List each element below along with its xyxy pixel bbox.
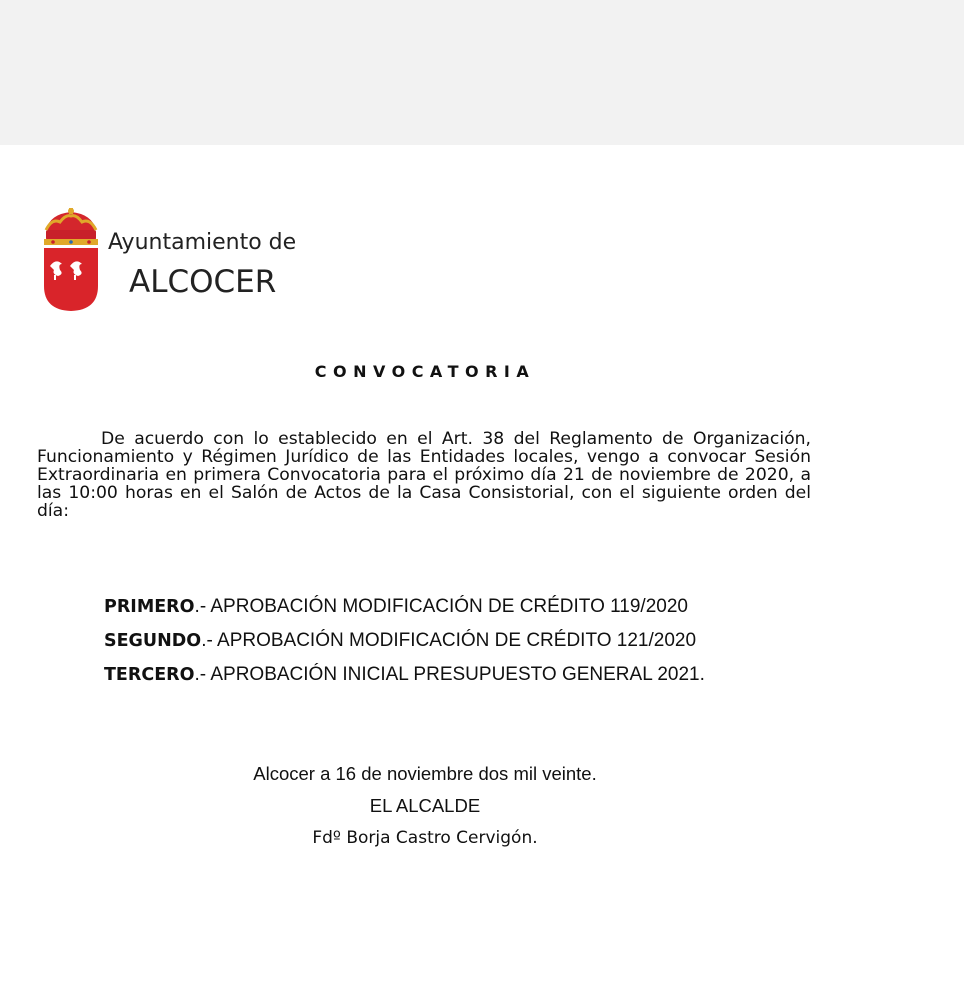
document-body xyxy=(37,430,811,520)
logo-text-alcocer: ALCOCER xyxy=(129,264,277,300)
agenda-item xyxy=(104,624,864,658)
coat-of-arms-icon xyxy=(40,208,102,312)
agenda-ordinal: SEGUNDO xyxy=(104,631,202,651)
top-gray-band xyxy=(0,0,964,145)
agenda-ordinal: TERCERO xyxy=(104,665,195,685)
place-date: Alcocer a 16 de noviembre dos mil veinte. xyxy=(253,763,597,784)
municipal-logo xyxy=(40,208,340,312)
document-title: CONVOCATORIA xyxy=(314,362,536,381)
signatory-name: Fdº Borja Castro Cervigón. xyxy=(312,828,538,848)
agenda-text: .- APROBACIÓN INICIAL PRESUPUESTO GENERAL 2021. xyxy=(194,664,705,685)
agenda-text: .- APROBACIÓN MODIFICACIÓN DE CRÉDITO 121/2020 xyxy=(201,630,697,651)
signatory-role: EL ALCALDE xyxy=(369,795,481,816)
agenda-item xyxy=(104,590,864,624)
agenda-list xyxy=(104,590,864,692)
agenda-ordinal: PRIMERO xyxy=(104,597,195,617)
agenda-item xyxy=(104,658,864,692)
document-footer xyxy=(0,758,850,854)
agenda-text: .- APROBACIÓN MODIFICACIÓN DE CRÉDITO 119/2020 xyxy=(194,596,688,617)
body-paragraph: De acuerdo con lo establecido en el Art. 38 del Reglamento de Organización, Funcionamiento y Régimen Jurídico de las Entidades locales, vengo a convocar Sesión Extraordinaria en primera Convocatoria para el próximo día 21 de noviembre de 2020, a las 10:00 horas en el Salón de Actos de la Casa Consistorial, con el siguiente orden del día: xyxy=(37,429,811,521)
logo-text-ayuntamiento: Ayuntamiento de xyxy=(108,230,297,255)
